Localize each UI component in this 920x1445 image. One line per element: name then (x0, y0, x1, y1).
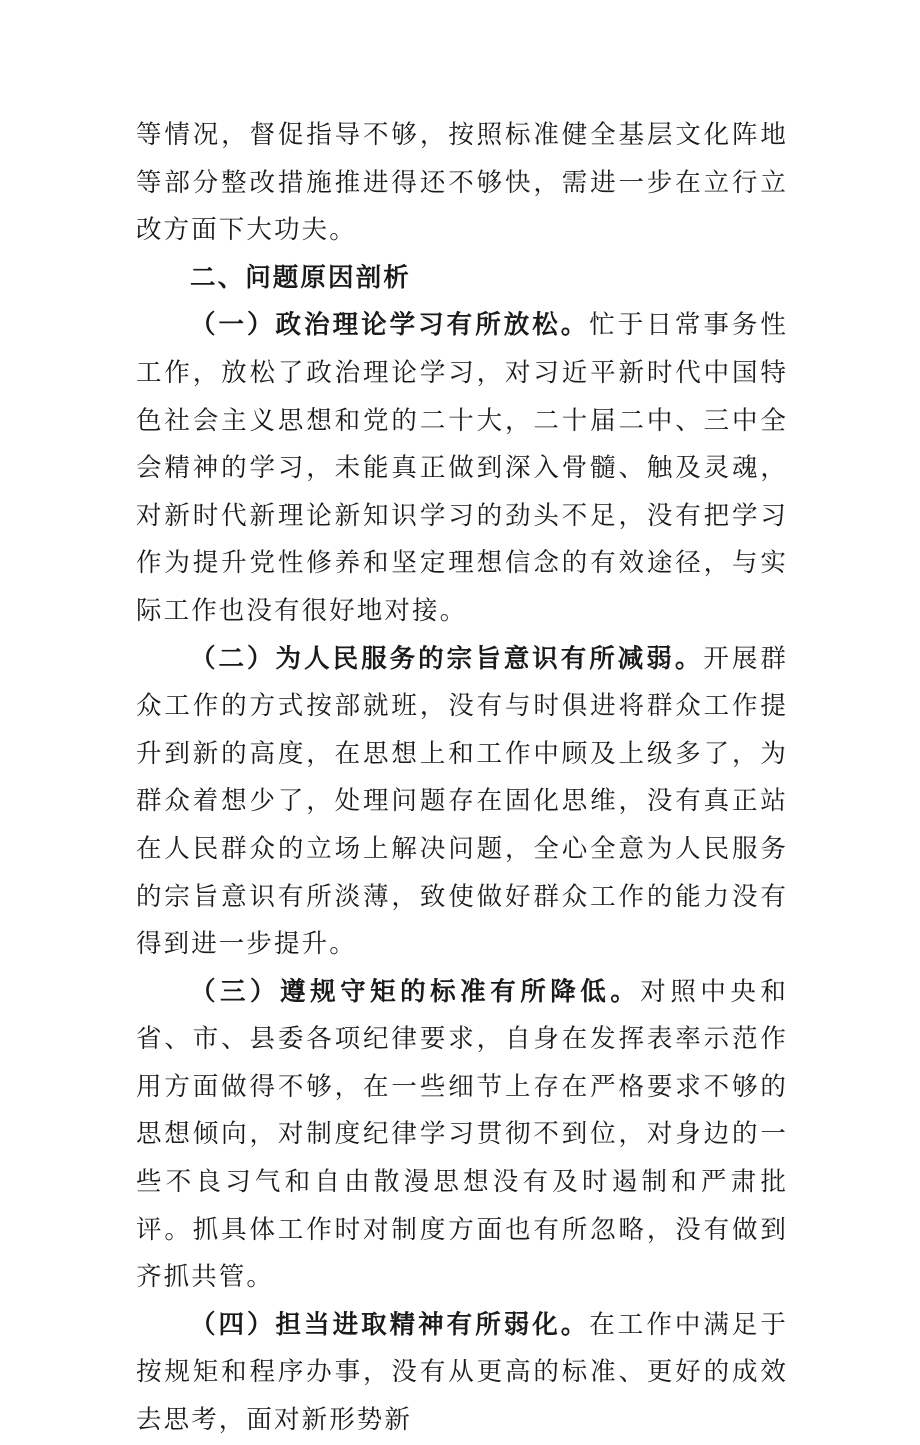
item-paragraph-3 (136, 969, 788, 1302)
document-page (136, 112, 788, 1445)
item-paragraph-1 (136, 302, 788, 635)
item-body: 对照中央和省、市、县委各项纪律要求，自身在发挥表率示范作用方面做得不够，在一些细节上存在严格要求不够的思想倾向，对制度纪律学习贯彻不到位，对身边的一些不良习气和自由散漫思想没有及时遏制和严肃批评。抓具体工作时对制度方面也有所忽略，没有做到齐抓共管。 (136, 976, 788, 1293)
section-heading: 二、问题原因剖析 (190, 262, 411, 293)
item-lead: （二）为人民服务的宗旨意识有所减弱。 (190, 643, 704, 674)
item-lead: （三）遵规守矩的标准有所降低。 (190, 976, 641, 1007)
item-body: 在工作中满足于按规矩和程序办事，没有从更高的标准、更好的成效去思考，面对新形势新 (136, 1309, 788, 1436)
item-paragraph-2 (136, 636, 788, 969)
item-body: 开展群众工作的方式按部就班，没有与时俱进将群众工作提升到新的高度，在思想上和工作中顾及上级多了，为群众着想少了，处理问题存在固化思维，没有真正站在人民群众的立场上解决问题，全心全意为人民服务的宗旨意识有所淡薄，致使做好群众工作的能力没有得到进一步提升。 (136, 643, 788, 960)
item-body: 忙于日常事务性工作，放松了政治理论学习，对习近平新时代中国特色社会主义思想和党的二十大，二十届二中、三中全会精神的学习，未能真正做到深入骨髓、触及灵魂，对新时代新理论新知识学习的劲头不足，没有把学习作为提升党性修养和坚定理想信念的有效途径，与实际工作也没有很好地对接。 (136, 310, 788, 626)
item-lead: （四）担当进取精神有所弱化。 (190, 1309, 590, 1340)
item-paragraph-4 (136, 1302, 788, 1445)
continuation-paragraph: 等情况，督促指导不够，按照标准健全基层文化阵地等部分整改措施推进得还不够快，需进一步在立行立改方面下大功夫。 (136, 120, 788, 246)
item-lead: （一）政治理论学习有所放松。 (190, 310, 590, 341)
